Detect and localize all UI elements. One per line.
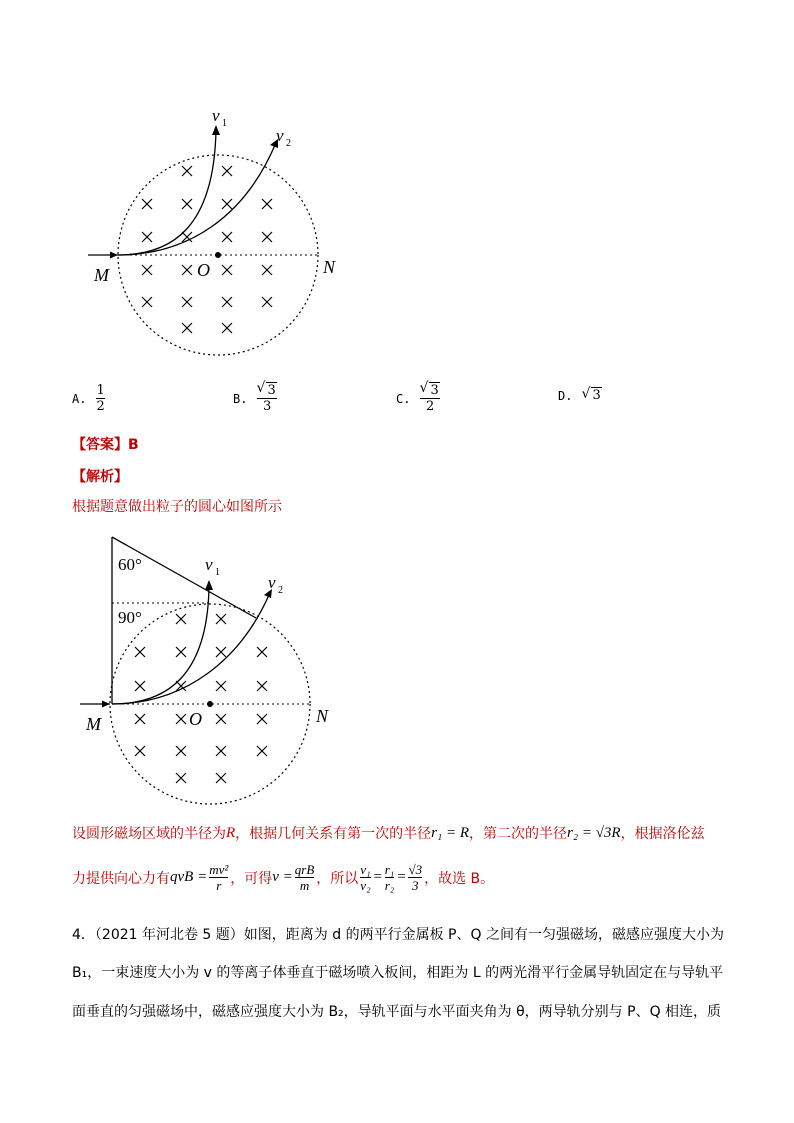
label-N: N	[323, 257, 336, 277]
option-d[interactable]: D. √ 3	[558, 388, 602, 403]
analysis-text: 根据题意做出粒子的圆心如图所示	[72, 499, 282, 515]
label-O: O	[189, 709, 202, 729]
label-N: N	[316, 706, 329, 726]
angle-90-label: 90°	[118, 608, 142, 627]
label-M: M	[86, 714, 101, 734]
figure-1-magnetic-field	[80, 100, 360, 360]
label-v1: v	[212, 106, 220, 125]
answer-line	[72, 434, 139, 454]
label-v1: v	[205, 555, 213, 574]
option-c[interactable]: C. √ $\frac{3}{2}$	[396, 383, 440, 414]
question-4-line-2: B₁，一束速度大小为 v 的等离子体垂直于磁场喷入板间，相距为 L 的两光滑平行金属导轨固定在与导轨平	[72, 965, 724, 981]
label-O: O	[197, 260, 210, 280]
label-v1-sub: 1	[215, 567, 220, 578]
angle-60-label: 60°	[118, 555, 142, 574]
option-a[interactable]: A. $\frac{1}{2}$	[72, 383, 105, 414]
label-v2-sub: 2	[278, 585, 283, 596]
solution-line-1: 设圆形磁场区域的半径为 R ，根据几何关系有第一次的半径 r₁ = R ，第二次的半径 r₂ = √3R ，根据洛伦兹	[72, 824, 705, 842]
question-4-line-1: 4．（2021 年河北卷 5 题）如图，距离为 d 的两平行金属板 P、Q 之间有一匀强磁场，磁感应强度大小为	[72, 927, 724, 943]
label-v2-sub: 2	[286, 138, 291, 149]
answer-value: B	[128, 437, 139, 453]
solution-line-2: 力提供向心力有 qvB = mv² r ，可得 v = qrB m ，所以 v₁ v₂ = r₁ r₂ = √3 3 ，故选 B。	[72, 862, 495, 893]
question-4-line-3: 面垂直的匀强磁场中，磁感应强度大小为 B₂，导轨平面与水平面夹角为 θ，两导轨分别与 P、Q 相连，质	[72, 1004, 722, 1020]
label-M: M	[94, 265, 109, 285]
answer-tag: 【答案】	[72, 437, 128, 453]
option-b[interactable]: B. √ $\frac{3}{3}$	[233, 383, 277, 414]
label-v1-sub: 1	[222, 118, 227, 129]
label-v2: v	[276, 126, 284, 145]
analysis-tag: 【解析】	[72, 469, 128, 485]
label-v2: v	[268, 573, 276, 592]
figure-2-geometry	[80, 530, 360, 810]
